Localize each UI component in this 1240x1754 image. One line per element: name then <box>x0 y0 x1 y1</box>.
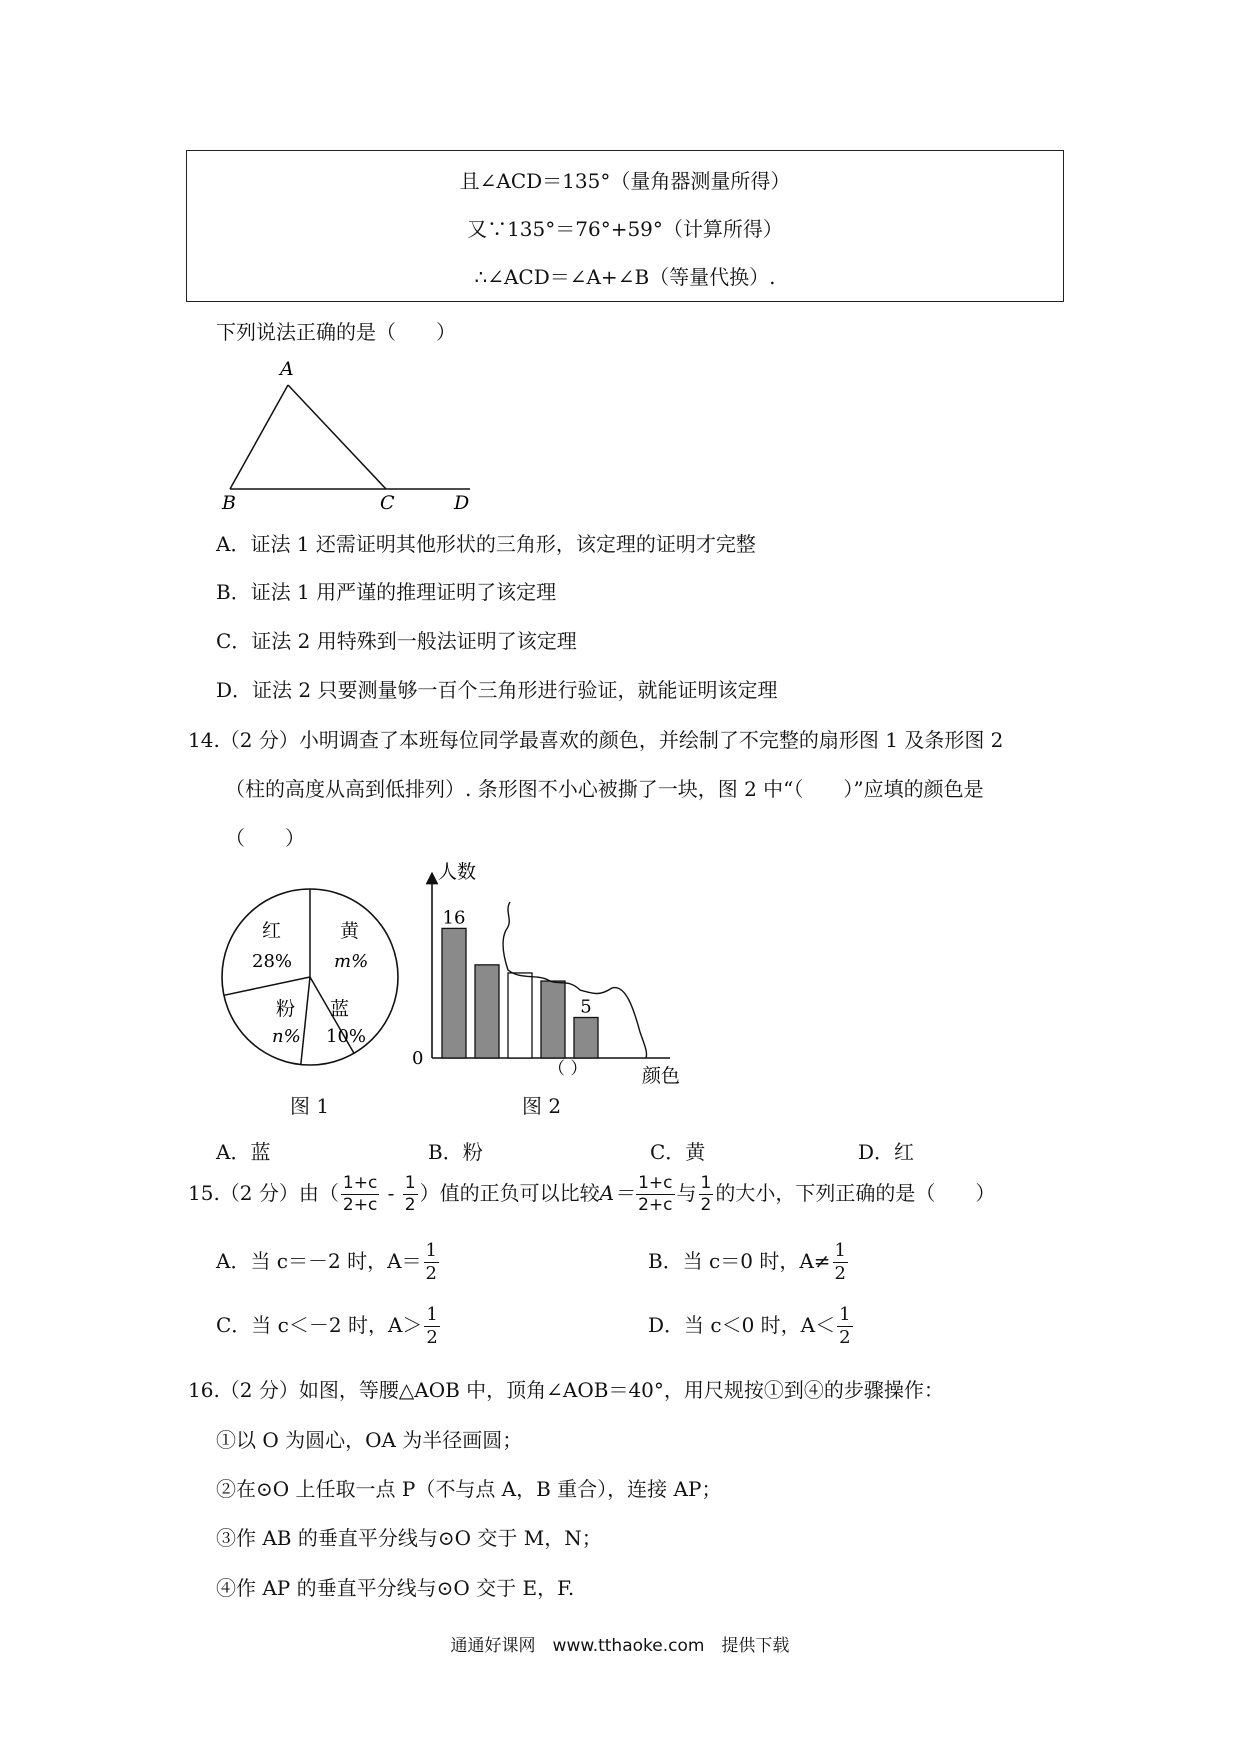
line-ab <box>230 385 288 489</box>
pie-value-yellow: m% <box>334 951 369 972</box>
q16-step-1: ①以 O 为圆心，OA 为半径画圆； <box>216 1428 523 1452</box>
q14-option-c: C．黄 <box>650 1140 706 1164</box>
q15-option-c: C．当 c＜－2 时，A＞ $\frac{1}{2}$ <box>216 1304 438 1348</box>
q16-stem: 16.（2 分）如图，等腰△AOB 中，顶角∠AOB＝40°，用尺规按①到④的步骤操作： <box>188 1378 944 1402</box>
q16-step-3: ③作 AB 的垂直平分线与⊙O 交于 M，N； <box>216 1526 602 1550</box>
x-axis-label: 颜色 <box>642 1065 681 1087</box>
bar-2 <box>508 973 532 1058</box>
pie-label-yellow: 黄 <box>340 920 360 942</box>
proof-line-1: 且∠ACD＝135°（量角器测量所得） <box>459 169 791 193</box>
bar-data-label-0: 16 <box>442 907 466 929</box>
bar-3 <box>541 981 565 1058</box>
proof-line-2: 又∵135°＝76°+59°（计算所得） <box>467 217 783 241</box>
bar-0 <box>442 928 466 1058</box>
q15-option-d: D．当 c＜0 时，A＜ $\frac{1}{2}$ <box>648 1304 851 1348</box>
pie-label-blue: 蓝 <box>330 998 350 1020</box>
pie-chart <box>218 870 408 1070</box>
pie-label-pink: 粉 <box>276 998 296 1020</box>
point-label-b: B <box>222 492 236 514</box>
pie-value-blue: 10% <box>326 1026 367 1047</box>
q13-option-d: D．证法 2 只要测量够一百个三角形进行验证，就能证明该定理 <box>216 678 778 702</box>
fig2-caption: 图 2 <box>522 1094 562 1118</box>
q13-option-b: B．证法 1 用严谨的推理证明了该定理 <box>216 580 557 604</box>
point-label-d: D <box>454 492 470 514</box>
proof-line-3: ∴∠ACD＝∠A+∠B（等量代换）. <box>474 265 776 289</box>
origin-label: 0 <box>412 1048 424 1069</box>
q15-option-a: A．当 c＝－2 时，A＝ $\frac{1}{2}$ <box>216 1240 437 1284</box>
q14-option-a: A．蓝 <box>216 1140 271 1164</box>
point-label-a: A <box>280 358 294 380</box>
pie-label-red: 红 <box>262 920 282 942</box>
q13-option-a: A．证法 1 还需证明其他形状的三角形，该定理的证明才完整 <box>216 532 756 556</box>
q14-line-1: 14.（2 分）小明调查了本班每位同学最喜欢的颜色，并绘制了不完整的扇形图 1 及条形图 2 <box>188 728 1004 752</box>
bar-chart <box>408 862 688 1087</box>
y-axis-label: 人数 <box>438 862 477 883</box>
bar-1 <box>475 965 499 1058</box>
q15-option-b: B．当 c＝0 时，A≠ $\frac{1}{2}$ <box>648 1240 846 1284</box>
bar-4 <box>574 1018 598 1059</box>
triangle-figure <box>210 355 480 515</box>
q14-line-2: （柱的高度从高到低排列）. 条形图不小心被撕了一块，图 2 中“（ ）”应填的颜色是 <box>225 777 984 801</box>
pie-value-red: 28% <box>252 951 293 972</box>
point-label-c: C <box>380 492 395 514</box>
q14-option-b: B．粉 <box>428 1140 483 1164</box>
proof-box <box>186 150 1064 302</box>
pie-divider-blue-end <box>301 977 310 1065</box>
pie-value-pink: n% <box>272 1026 301 1047</box>
q15-stem: 15.（2 分）由（ $\frac{1+c}{2+c}$ - $\frac{1}{2}$ ）值的正负可以比较A＝ $\frac{1+c}{2+c}$ 与 $\frac{1}{2}$ 的大小，下列正确的是（ ） <box>188 1173 996 1215</box>
line-ac <box>288 385 386 489</box>
q16-step-2: ②在⊙O 上任取一点 P（不与点 A，B 重合），连接 AP； <box>216 1477 722 1501</box>
fig1-caption: 图 1 <box>290 1094 330 1118</box>
q13-option-c: C．证法 2 用特殊到一般法证明了该定理 <box>216 629 577 653</box>
q13-prompt: 下列说法正确的是（ ） <box>216 320 456 344</box>
q14-option-d: D．红 <box>858 1140 915 1164</box>
bar-data-label-4: 5 <box>580 996 592 1018</box>
q16-step-4: ④作 AP 的垂直平分线与⊙O 交于 E，F. <box>216 1576 575 1600</box>
footer: 通通好课网 www.tthaoke.com 提供下载 <box>450 1636 790 1656</box>
blank-category-label: （ ） <box>548 1059 588 1079</box>
q14-line-3: （ ） <box>225 826 305 850</box>
pie-divider-left <box>224 977 310 995</box>
